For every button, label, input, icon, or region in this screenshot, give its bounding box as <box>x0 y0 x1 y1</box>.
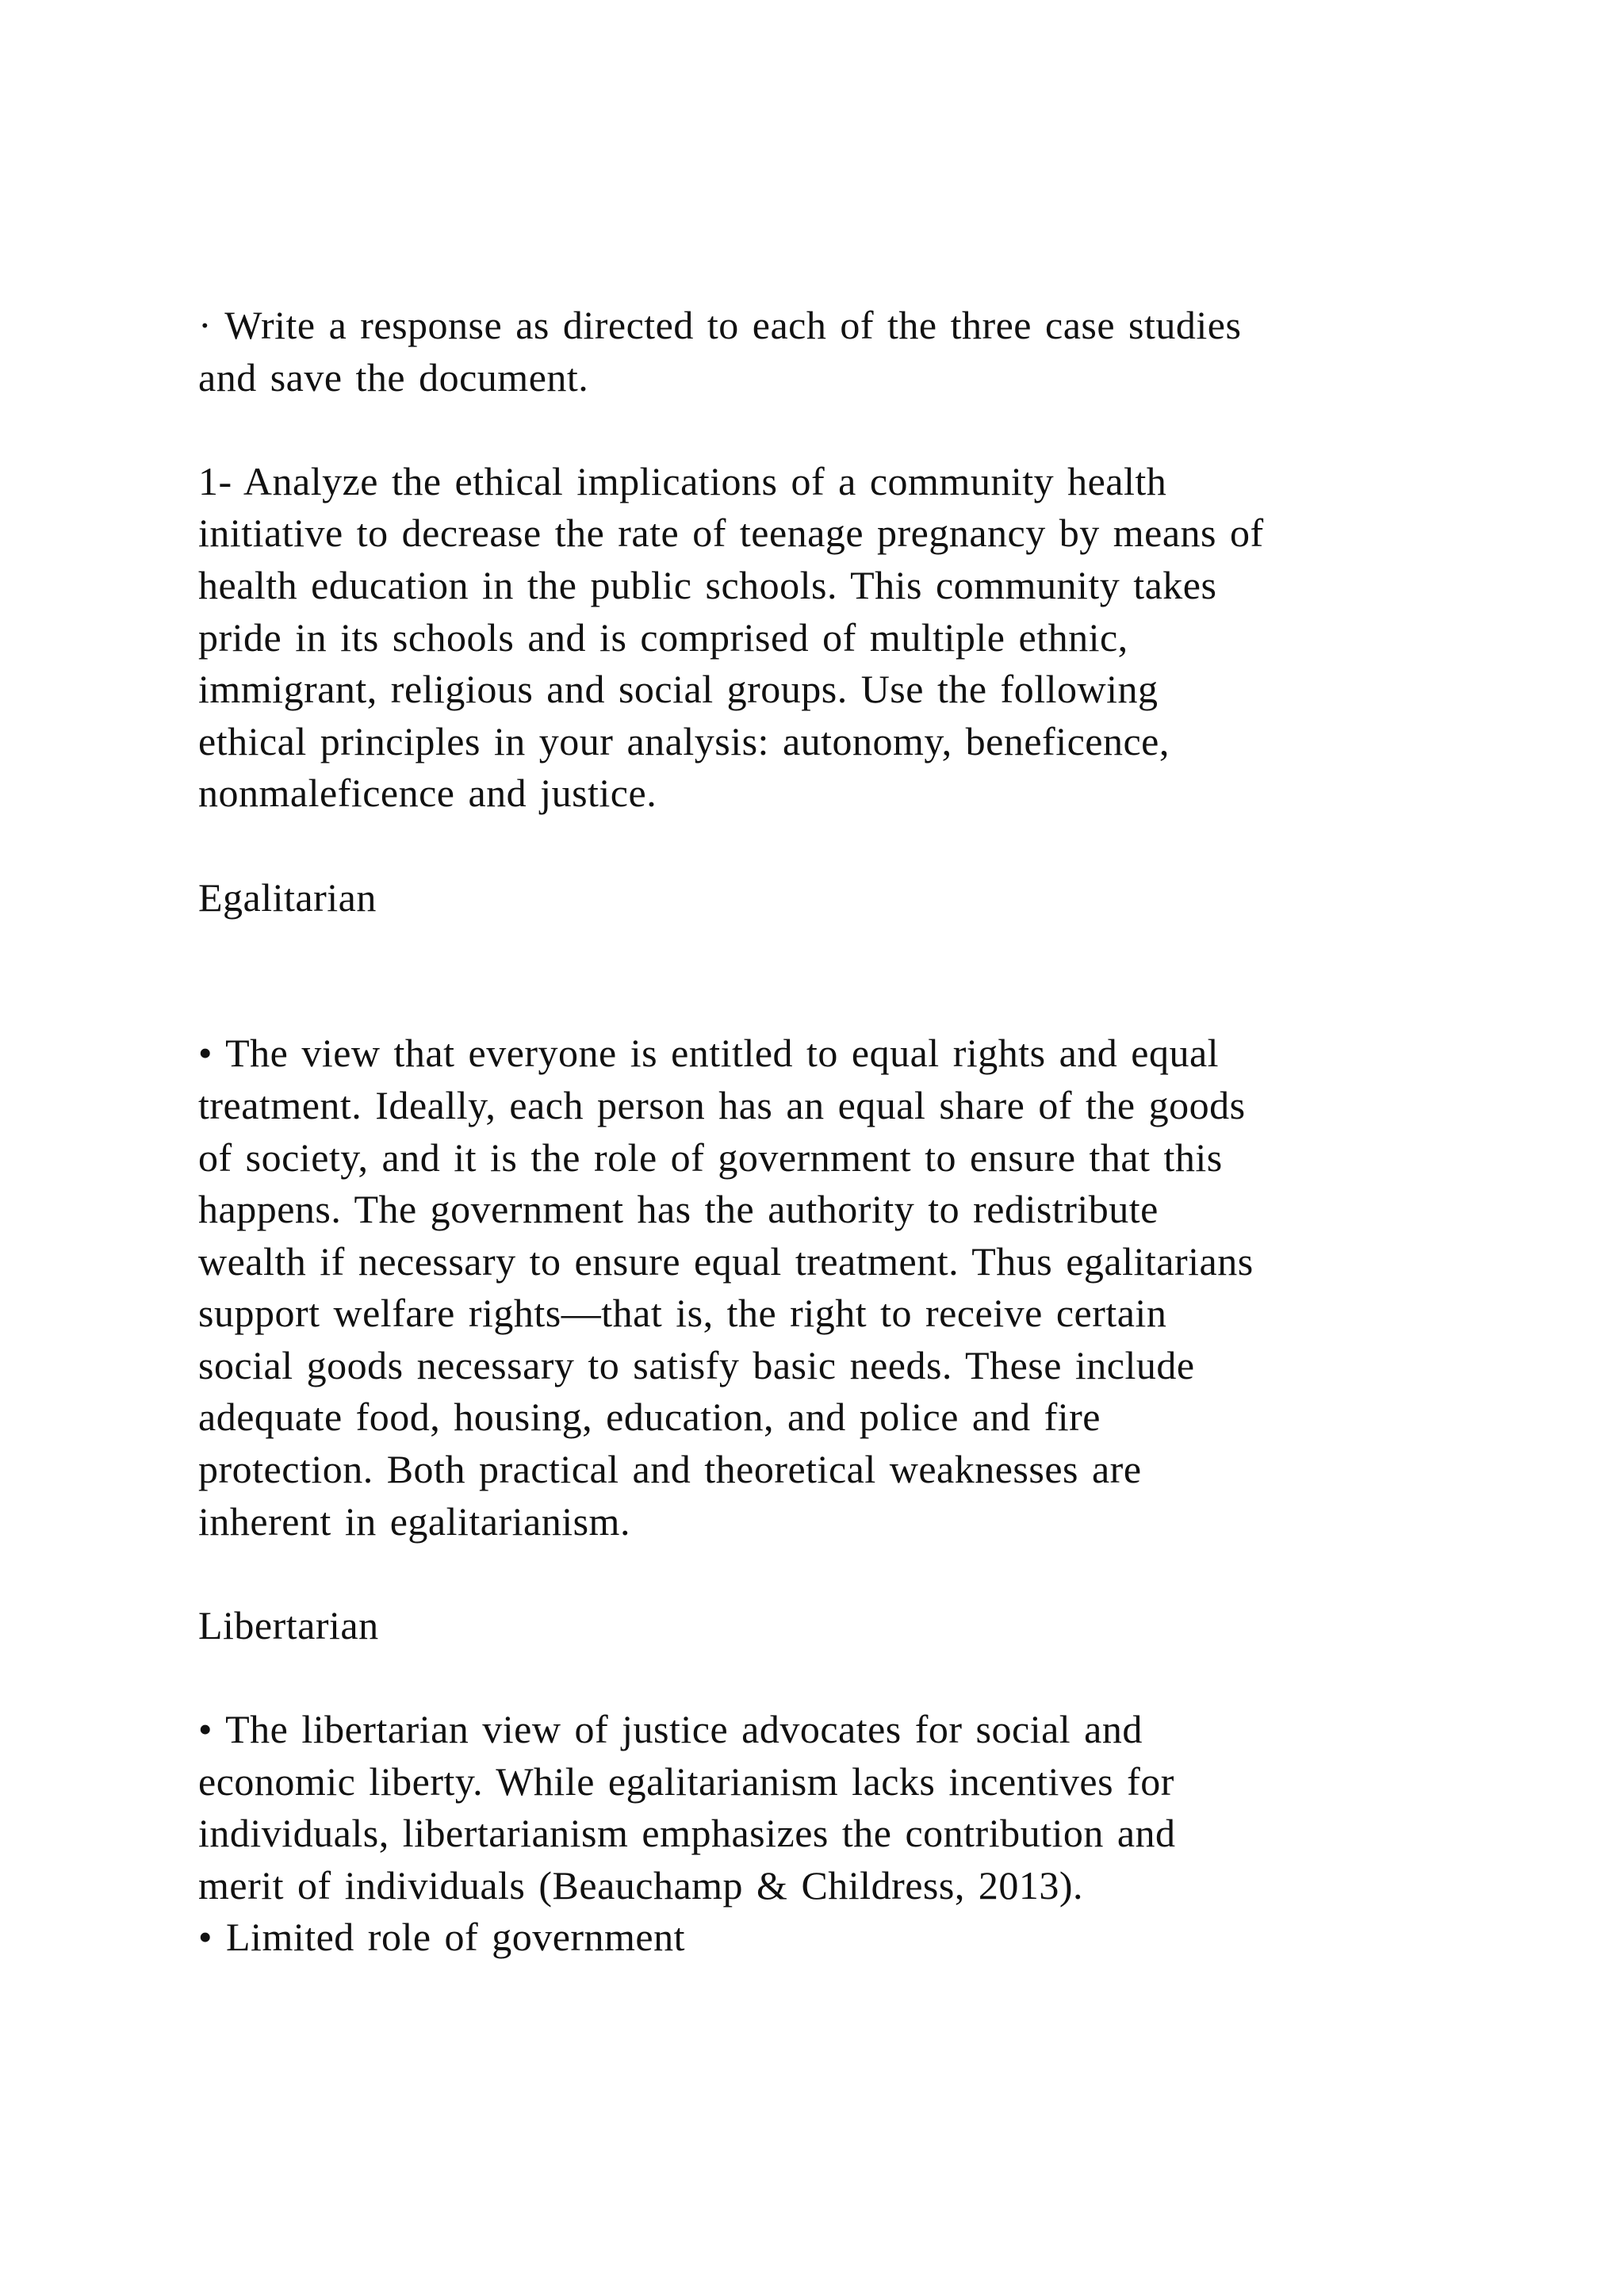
text-line: support welfare rights—that is, the right to receive certain <box>198 1291 1167 1336</box>
libertarian-heading <box>198 1600 1435 1652</box>
text-line: happens. The government has the authority to redistribute <box>198 1187 1159 1232</box>
text-line: initiative to decrease the rate of teenage pregnancy by means of <box>198 511 1264 556</box>
text-line: and save the document. <box>198 354 589 400</box>
text-line: immigrant, religious and social groups. Use the following <box>198 667 1159 712</box>
question-1-paragraph <box>198 456 1435 820</box>
text-line: social goods necessary to satisfy basic needs. These include <box>198 1342 1195 1387</box>
text-line: • The view that everyone is entitled to equal rights and equal <box>198 1031 1220 1076</box>
egalitarian-heading <box>198 872 1435 924</box>
section-heading: Libertarian <box>198 1602 379 1647</box>
text-line: • The libertarian view of justice advocates for social and <box>198 1707 1143 1752</box>
section-heading: Egalitarian <box>198 874 377 920</box>
paragraph-spacer <box>198 820 1435 872</box>
document-body <box>198 300 1435 1964</box>
text-line: economic liberty. While egalitarianism lacks incentives for <box>198 1758 1174 1804</box>
text-line: of society, and it is the role of government to ensure that this <box>198 1135 1223 1180</box>
text-line: wealth if necessary to ensure equal treatment. Thus egalitarians <box>198 1238 1254 1284</box>
text-line: 1- Analyze the ethical implications of a community health <box>198 458 1167 503</box>
instruction-paragraph <box>198 300 1435 404</box>
libertarian-paragraph <box>198 1704 1435 1964</box>
paragraph-spacer <box>198 1651 1435 1704</box>
text-line: treatment. Ideally, each person has an equal share of the goods <box>198 1082 1246 1127</box>
text-line: nonmaleficence and justice. <box>198 771 657 816</box>
text-line: pride in its schools and is comprised of multiple ethnic, <box>198 614 1128 660</box>
paragraph-spacer <box>198 1548 1435 1600</box>
text-line: merit of individuals (Beauchamp & Childress, 2013). <box>198 1862 1083 1908</box>
text-line: inherent in egalitarianism. <box>198 1498 630 1544</box>
text-line: ethical principles in your analysis: autonomy, beneficence, <box>198 718 1170 763</box>
text-line: protection. Both practical and theoretical weaknesses are <box>198 1447 1142 1492</box>
paragraph-spacer <box>198 404 1435 456</box>
text-line: • Limited role of government <box>198 1915 686 1960</box>
text-line: · Write a response as directed to each of the three case studies <box>198 303 1242 347</box>
text-line: individuals, libertarianism emphasizes the contribution and <box>198 1811 1176 1856</box>
text-line: health education in the public schools. This community takes <box>198 562 1217 607</box>
egalitarian-paragraph <box>198 1027 1435 1548</box>
paragraph-spacer <box>198 924 1435 1027</box>
text-line: adequate food, housing, education, and police and fire <box>198 1395 1101 1440</box>
